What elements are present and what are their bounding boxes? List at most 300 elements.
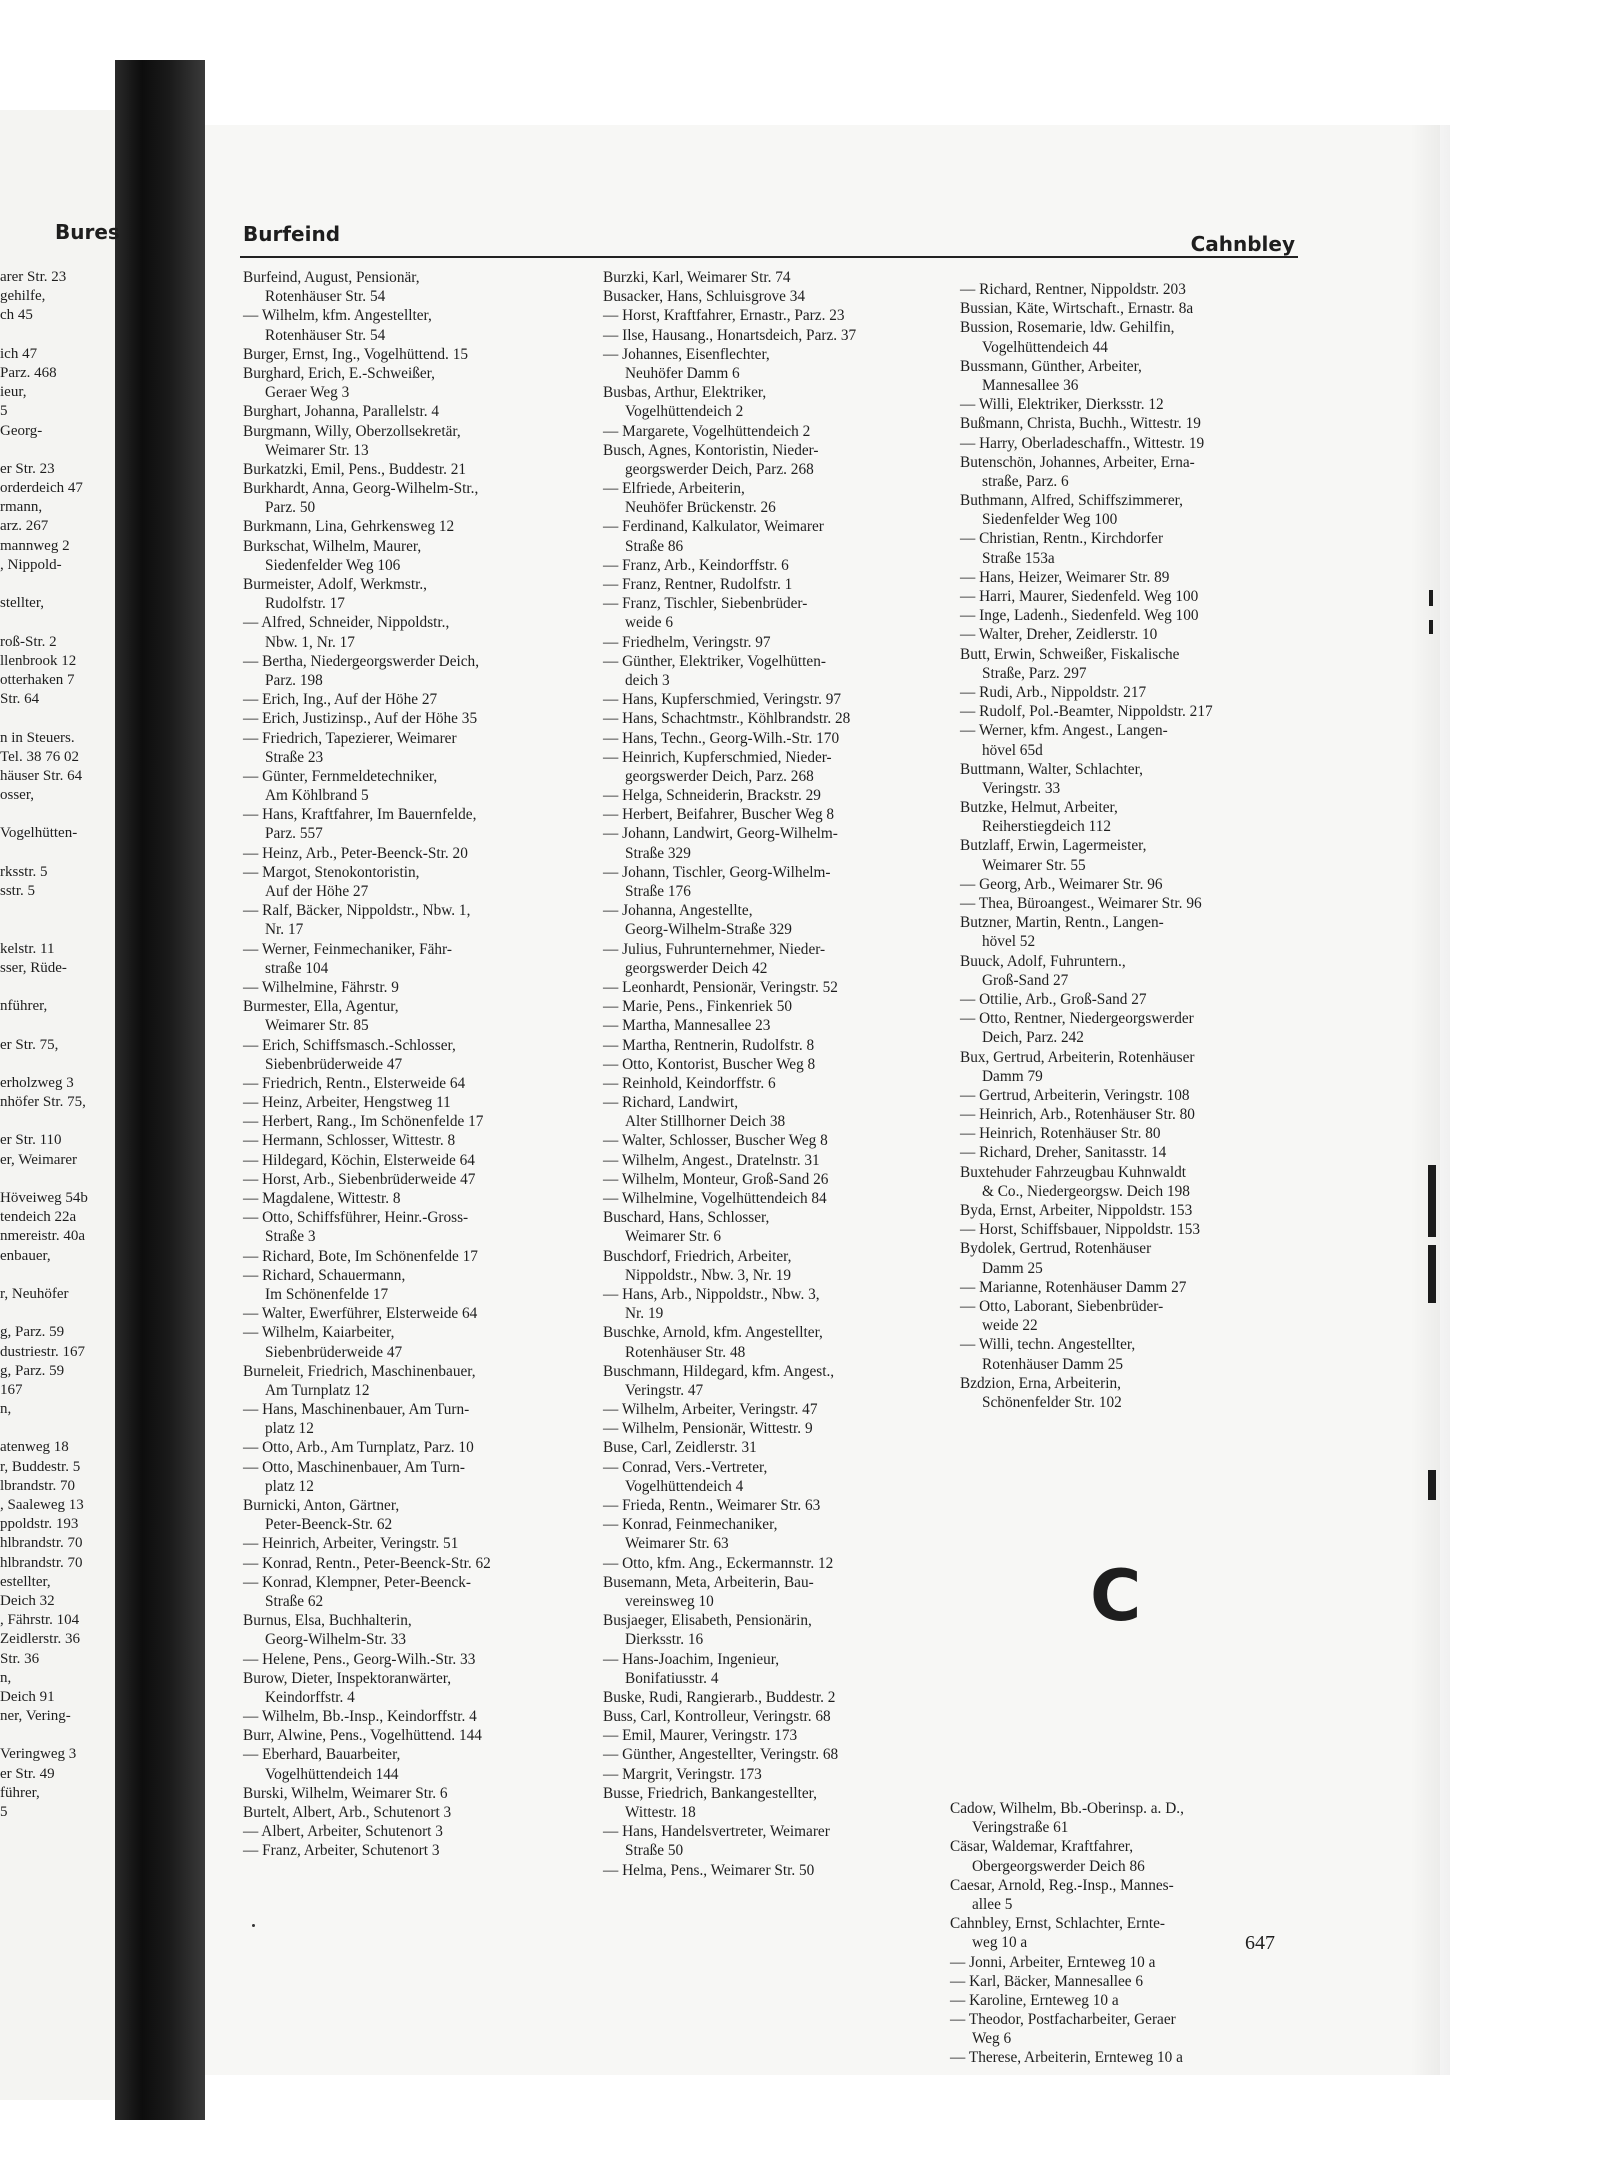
entry-line: Buss, Carl, Kontrolleur, Veringstr. 68 — [603, 1708, 831, 1726]
entry-line: — Wilhelm, kfm. Angestellter, — [243, 307, 432, 325]
entry-line: — Hans, Handelsvertreter, Weimarer — [603, 1823, 830, 1841]
text-fragment: arz. 267 — [0, 518, 49, 535]
entry-line: — Horst, Kraftfahrer, Ernastr., Parz. 23 — [603, 307, 845, 325]
entry-line: — Harry, Oberladeschaffn., Wittestr. 19 — [960, 434, 1205, 452]
entry-line: georgswerder Deich, Parz. 268 — [625, 767, 814, 785]
entry-line: — Margarete, Vogelhüttendeich 2 — [603, 422, 811, 440]
entry-line: — Otto, Schiffsführer, Heinr.-Gross- — [243, 1209, 469, 1227]
entry-line: — Wilhelm, Monteur, Groß-Sand 26 — [603, 1170, 829, 1188]
entry-line: platz 12 — [265, 1420, 314, 1438]
entry-line: — Thea, Büroangest., Weimarer Str. 96 — [960, 895, 1202, 912]
entry-line: — Heinrich, Arb., Rotenhäuser Str. 80 — [960, 1106, 1195, 1124]
text-fragment: r, Neuhöfer — [0, 1285, 69, 1302]
entry-line: Cäsar, Waldemar, Kraftfahrer, — [950, 1838, 1134, 1856]
entry-line: — Karl, Bäcker, Mannesallee 6 — [950, 1972, 1144, 1990]
entry-line: Burmeister, Adolf, Werkmstr., — [243, 576, 427, 593]
entry-line: Burghart, Johanna, Parallelstr. 4 — [243, 403, 439, 421]
entry-line: — Horst, Arb., Siebenbrüderweide 47 — [243, 1170, 476, 1188]
text-fragment: osser, — [0, 787, 34, 804]
entry-line: Bußmann, Christa, Buchh., Wittestr. 19 — [960, 415, 1201, 433]
entry-line: Weimarer Str. 6 — [625, 1228, 722, 1246]
entry-line: Bzdzion, Erna, Arbeiterin, — [960, 1374, 1121, 1392]
entry-line: — Heinrich, Rotenhäuser Str. 80 — [960, 1125, 1161, 1143]
entry-line: Deich, Parz. 242 — [982, 1029, 1084, 1047]
text-fragment — [0, 978, 118, 997]
entry-line: — Margot, Stenokontoristin, — [243, 863, 420, 881]
entry-line: Burtelt, Albert, Arb., Schutenort 3 — [243, 1804, 452, 1821]
text-fragment — [0, 1726, 118, 1745]
entry-line: Buschmann, Hildegard, kfm. Angest., — [603, 1362, 835, 1380]
entry-line: — Ottilie, Arb., Groß-Sand 27 — [960, 990, 1147, 1008]
entry-line: — Helma, Pens., Weimarer Str. 50 — [603, 1861, 815, 1879]
entry-line: georgswerder Deich 42 — [625, 959, 768, 977]
entry-line: — Frieda, Rentn., Weimarer Str. 63 — [603, 1497, 821, 1514]
entry-line: — Werner, Feinmechaniker, Fähr- — [243, 940, 452, 958]
header-first-entry: Burfeind — [243, 222, 341, 246]
entry-line: Geraer Weg 3 — [265, 384, 350, 402]
left-page-fragments — [0, 268, 118, 1822]
entry-line: Parz. 557 — [265, 825, 323, 843]
section-letter: C — [1090, 1555, 1142, 1637]
entry-line: — Friedrich, Tapezierer, Weimarer — [243, 729, 457, 747]
text-fragment: otterhaken 7 — [0, 671, 75, 688]
entry-line: — Hans, Schachtmstr., Köhlbrandstr. 28 — [603, 710, 851, 728]
entry-line: Straße 153a — [982, 549, 1055, 567]
entry-line: — Johann, Tischler, Georg-Wilhelm- — [603, 863, 831, 881]
entry-line: Straße, Parz. 297 — [982, 664, 1087, 682]
left-page-header: Bures — [55, 220, 120, 244]
entry-line: Burkatzki, Emil, Pens., Buddestr. 21 — [243, 460, 467, 478]
column-1 — [243, 268, 583, 1861]
text-fragment — [0, 613, 118, 632]
entry-line: Rotenhäuser Str. 54 — [265, 288, 386, 306]
entry-line: Buuck, Adolf, Fuhruntern., — [960, 952, 1126, 970]
entry-line: — Margrit, Veringstr. 173 — [603, 1765, 762, 1783]
entry-line: — Herbert, Beifahrer, Buscher Weg 8 — [603, 806, 835, 824]
entry-line: Weg 6 — [972, 2030, 1012, 2048]
column-2 — [603, 268, 953, 1880]
entry-line: — Albert, Arbeiter, Schutenort 3 — [243, 1823, 443, 1841]
entry-line: Buse, Carl, Zeidlerstr. 31 — [603, 1439, 757, 1457]
entry-line: Groß-Sand 27 — [982, 971, 1069, 989]
entry-line: Nr. 17 — [265, 921, 304, 939]
entry-line: — Conrad, Vers.-Vertreter, — [603, 1458, 768, 1476]
text-fragment: ich 47 — [0, 345, 38, 362]
text-fragment: Deich 91 — [0, 1688, 55, 1705]
entry-line: Burneleit, Friedrich, Maschinenbauer, — [243, 1362, 476, 1380]
entry-line: platz 12 — [265, 1477, 314, 1495]
text-fragment: sser, Rüde- — [0, 959, 67, 976]
entry-line: — Georg, Arb., Weimarer Str. 96 — [960, 875, 1163, 893]
entry-line: Vogelhüttendeich 144 — [265, 1765, 399, 1783]
text-fragment: ieur, — [0, 384, 27, 401]
text-fragment: häuser Str. 64 — [0, 767, 83, 784]
entry-line: Butzlaff, Erwin, Lagermeister, — [960, 837, 1147, 855]
entry-line: — Franz, Tischler, Siebenbrüder- — [603, 595, 808, 613]
text-fragment: hlbrandstr. 70 — [0, 1535, 83, 1552]
entry-line: — Friedhelm, Veringstr. 97 — [603, 633, 771, 651]
entry-line: Busch, Agnes, Kontoristin, Nieder- — [603, 441, 819, 459]
margin-mark — [1428, 1470, 1436, 1500]
entry-line: Buthmann, Alfred, Schiffszimmerer, — [960, 492, 1183, 510]
text-fragment: dustriestr. 167 — [0, 1343, 85, 1360]
margin-mark — [1428, 1165, 1436, 1237]
text-fragment: mannweg 2 — [0, 537, 70, 554]
text-fragment: gehilfe, — [0, 288, 46, 305]
entry-line: — Walter, Ewerführer, Elsterweide 64 — [243, 1305, 478, 1323]
entry-line: Veringstr. 33 — [982, 779, 1061, 797]
entry-line: weide 22 — [982, 1317, 1038, 1335]
entry-line: — Ferdinand, Kalkulator, Weimarer — [603, 518, 824, 536]
entry-line: Am Turnplatz 12 — [265, 1381, 370, 1399]
text-fragment: rksstr. 5 — [0, 863, 48, 880]
entry-line: Keindorffstr. 4 — [265, 1688, 355, 1706]
entry-line: — Marie, Pens., Finkenriek 50 — [603, 998, 793, 1016]
text-fragment: nführer, — [0, 998, 48, 1015]
entry-line: — Wilhelm, Kaiarbeiter, — [243, 1324, 395, 1342]
entry-line: Bussion, Rosemarie, ldw. Gehilfin, — [960, 319, 1175, 337]
text-fragment: Deich 32 — [0, 1592, 55, 1609]
text-fragment: er Str. 23 — [0, 460, 55, 477]
entry-line: Nippoldstr., Nbw. 3, Nr. 19 — [625, 1266, 792, 1284]
entry-line: — Hans, Kraftfahrer, Im Bauernfelde, — [243, 806, 477, 824]
entry-line: Cadow, Wilhelm, Bb.-Oberinsp. a. D., — [950, 1800, 1184, 1817]
text-fragment: ppoldstr. 193 — [0, 1516, 79, 1533]
margin-mark — [1429, 620, 1433, 634]
entry-line: — Franz, Arbeiter, Schutenort 3 — [243, 1842, 440, 1860]
entry-line: Damm 25 — [982, 1259, 1043, 1277]
entry-line: Busse, Friedrich, Bankangestellter, — [603, 1784, 817, 1802]
entry-line: Straße 23 — [265, 748, 324, 766]
entry-line: — Ilse, Hausang., Honartsdeich, Parz. 37 — [603, 326, 857, 344]
text-fragment: ch 45 — [0, 307, 33, 324]
entry-line: Wittestr. 18 — [625, 1804, 696, 1821]
text-fragment: kelstr. 11 — [0, 940, 55, 957]
text-fragment: 5 — [0, 1804, 8, 1820]
entry-line: Georg-Wilhelm-Str. 33 — [265, 1631, 407, 1649]
entry-line: Rotenhäuser Damm 25 — [982, 1355, 1124, 1373]
text-fragment: er, Weimarer — [0, 1151, 78, 1168]
entry-line: — Otto, kfm. Ang., Eckermannstr. 12 — [603, 1554, 834, 1572]
entry-line: Burnus, Elsa, Buchhalterin, — [243, 1612, 412, 1630]
entry-line: straße, Parz. 6 — [982, 472, 1069, 490]
text-fragment: Vogelhütten- — [0, 825, 78, 842]
entry-line: — Franz, Arb., Keindorffstr. 6 — [603, 556, 789, 574]
entry-line: & Co., Niedergeorgsw. Deich 198 — [982, 1182, 1190, 1200]
text-fragment: , Fährstr. 104 — [0, 1612, 80, 1629]
entry-line: — Johannes, Eisenflechter, — [603, 345, 770, 363]
entry-line: Cahnbley, Ernst, Schlachter, Ernte- — [950, 1915, 1166, 1933]
entry-line: Straße 50 — [625, 1842, 684, 1860]
text-fragment: n in Steuers. — [0, 729, 75, 746]
entry-line: — Willi, techn. Angestellter, — [960, 1336, 1136, 1354]
entry-line: — Rudolf, Pol.-Beamter, Nippoldstr. 217 — [960, 703, 1213, 721]
entry-line: Burgmann, Willy, Oberzollsekretär, — [243, 422, 461, 440]
entry-line: — Emil, Maurer, Veringstr. 173 — [603, 1727, 798, 1745]
entry-line: Mannesallee 36 — [982, 376, 1079, 394]
entry-line: Caesar, Arnold, Reg.-Insp., Mannes- — [950, 1876, 1174, 1894]
text-fragment: 167 — [0, 1381, 23, 1398]
book-spine — [115, 60, 205, 2120]
text-fragment: n, — [0, 1401, 12, 1418]
entry-line: hövel 65d — [982, 741, 1043, 759]
entry-line: — Friedrich, Rentn., Elsterweide 64 — [243, 1074, 466, 1092]
entry-line: Buttmann, Walter, Schlachter, — [960, 760, 1143, 778]
entry-line: Rotenhäuser Str. 54 — [265, 326, 386, 344]
entry-line: — Heinrich, Kupferschmied, Nieder- — [603, 748, 832, 766]
text-fragment: g, Parz. 59 — [0, 1362, 65, 1379]
entry-line: — Erich, Justizinsp., Auf der Höhe 35 — [243, 710, 478, 728]
entry-line: Am Köhlbrand 5 — [265, 787, 369, 805]
entry-line: Butzke, Helmut, Arbeiter, — [960, 799, 1118, 817]
entry-line: Burmester, Ella, Agentur, — [243, 998, 399, 1016]
text-fragment: lbrandstr. 70 — [0, 1477, 75, 1494]
entry-line: Busacker, Hans, Schluisgrove 34 — [603, 288, 806, 306]
text-fragment: roß-Str. 2 — [0, 633, 57, 650]
entry-line: Straße 86 — [625, 537, 684, 555]
entry-line: — Wilhelmine, Fährstr. 9 — [243, 978, 399, 996]
header-last-entry: Cahnbley — [1190, 232, 1295, 256]
entry-line: — Hans-Joachim, Ingenieur, — [603, 1650, 780, 1668]
text-fragment — [0, 901, 118, 920]
text-fragment: erholzweg 3 — [0, 1074, 74, 1091]
entry-line: — Martha, Rentnerin, Rudolfstr. 8 — [603, 1036, 815, 1054]
text-fragment: Parz. 468 — [0, 364, 57, 381]
text-fragment: , Saaleweg 13 — [0, 1497, 84, 1513]
entry-line: Burnicki, Anton, Gärtner, — [243, 1497, 400, 1514]
entry-line: Auf der Höhe 27 — [265, 883, 369, 900]
entry-line: — Eberhard, Bauarbeiter, — [243, 1746, 401, 1764]
entry-line: — Walter, Dreher, Zeidlerstr. 10 — [960, 626, 1158, 644]
entry-line: Veringstraße 61 — [972, 1819, 1069, 1837]
entry-line: Veringstr. 47 — [625, 1381, 704, 1399]
text-fragment: sstr. 5 — [0, 883, 36, 899]
entry-line: Nbw. 1, Nr. 17 — [265, 633, 355, 651]
text-fragment: orderdeich 47 — [0, 480, 83, 497]
entry-line: Burfeind, August, Pensionär, — [243, 269, 420, 286]
entry-line: — Wilhelmine, Vogelhüttendeich 84 — [603, 1190, 827, 1207]
entry-line: — Leonhardt, Pensionär, Veringstr. 52 — [603, 978, 838, 996]
text-fragment: 5 — [0, 403, 8, 420]
entry-line: — Otto, Kontorist, Buscher Weg 8 — [603, 1055, 816, 1073]
entry-line: Butt, Erwin, Schweißer, Fiskalische — [960, 645, 1180, 663]
entry-line: Bux, Gertrud, Arbeiterin, Rotenhäuser — [960, 1048, 1195, 1066]
entry-line: Burkschat, Wilhelm, Maurer, — [243, 537, 422, 555]
text-fragment — [0, 1419, 118, 1438]
text-fragment: rmann, — [0, 499, 43, 516]
entry-line: — Wilhelm, Angest., Dratelnstr. 31 — [603, 1151, 820, 1169]
text-fragment: g, Parz. 59 — [0, 1324, 65, 1341]
entry-line: — Otto, Rentner, Niedergeorgswerder — [960, 1010, 1194, 1028]
entry-line: allee 5 — [972, 1895, 1013, 1913]
entry-line: Siebenbrüderweide 47 — [265, 1343, 403, 1361]
entry-line: — Johanna, Angestellte, — [603, 902, 753, 920]
entry-line: — Gertrud, Arbeiterin, Veringstr. 108 — [960, 1086, 1190, 1104]
entry-line: Vogelhüttendeich 4 — [625, 1477, 744, 1495]
entry-line: Buxtehuder Fahrzeugbau Kuhnwaldt — [960, 1163, 1186, 1181]
entry-line: Weimarer Str. 13 — [265, 441, 369, 459]
entry-line: — Walter, Schlosser, Buscher Weg 8 — [603, 1132, 828, 1150]
text-fragment: er Str. 75, — [0, 1036, 59, 1053]
entry-line: — Heinz, Arbeiter, Hengstweg 11 — [243, 1094, 451, 1112]
text-fragment: atenweg 18 — [0, 1439, 69, 1456]
entry-line: — Günther, Angestellter, Veringstr. 68 — [603, 1746, 839, 1764]
entry-line: Im Schönenfelde 17 — [265, 1285, 389, 1303]
entry-line: — Helene, Pens., Georg-Wilh.-Str. 33 — [243, 1650, 476, 1668]
text-fragment — [0, 441, 118, 460]
entry-line: vereinsweg 10 — [625, 1592, 714, 1610]
entry-line: — Julius, Fuhrunternehmer, Nieder- — [603, 940, 826, 958]
text-fragment — [0, 709, 118, 728]
entry-line: — Inge, Ladenh., Siedenfeld. Weg 100 — [960, 607, 1199, 625]
margin-mark — [1429, 590, 1433, 606]
entry-line: Byda, Ernst, Arbeiter, Nippoldstr. 153 — [960, 1202, 1193, 1219]
entry-line: — Hans, Techn., Georg-Wilh.-Str. 170 — [603, 729, 840, 747]
entry-line: Bonifatiusstr. 4 — [625, 1669, 719, 1687]
entry-line: — Richard, Landwirt, — [603, 1094, 739, 1112]
entry-line: — Martha, Mannesallee 23 — [603, 1017, 771, 1035]
page-edge-shadow — [1410, 125, 1450, 2075]
entry-line: — Helga, Schneiderin, Brackstr. 29 — [603, 787, 821, 805]
entry-line: Reiherstiegdeich 112 — [982, 818, 1111, 836]
entry-line: — Otto, Laborant, Siebenbrüder- — [960, 1297, 1164, 1315]
entry-line: — Konrad, Rentn., Peter-Beenck-Str. 62 — [243, 1554, 491, 1572]
entry-line: Burger, Ernst, Ing., Vogelhüttend. 15 — [243, 345, 469, 363]
entry-line: Georg-Wilhelm-Straße 329 — [625, 921, 792, 939]
entry-line: — Erich, Schiffsmasch.-Schlosser, — [243, 1036, 456, 1054]
entry-line: Butenschön, Johannes, Arbeiter, Erna- — [960, 453, 1195, 471]
text-fragment: tendeich 22a — [0, 1209, 77, 1226]
entry-line: — Hans, Heizer, Weimarer Str. 89 — [960, 568, 1170, 586]
entry-line: — Horst, Schiffsbauer, Nippoldstr. 153 — [960, 1221, 1201, 1239]
entry-line: Burzki, Karl, Weimarer Str. 74 — [603, 269, 791, 286]
text-fragment: Str. 64 — [0, 691, 40, 708]
entry-line: Straße 329 — [625, 844, 691, 862]
entry-line: georgswerder Deich, Parz. 268 — [625, 460, 814, 478]
text-fragment — [0, 1112, 118, 1131]
entry-line: — Herbert, Rang., Im Schönenfelde 17 — [243, 1113, 484, 1131]
entry-line: Weimarer Str. 55 — [982, 856, 1086, 874]
entry-line: — Richard, Schauermann, — [243, 1266, 406, 1284]
entry-line: Siedenfelder Weg 106 — [265, 556, 401, 574]
entry-line: Buschard, Hans, Schlosser, — [603, 1209, 770, 1227]
text-fragment: nhöfer Str. 75, — [0, 1094, 86, 1111]
text-fragment — [0, 1266, 118, 1285]
text-fragment: llenbrook 12 — [0, 652, 77, 669]
entry-line: Siedenfelder Weg 100 — [982, 511, 1118, 529]
entry-line: — Harri, Maurer, Siedenfeld. Weg 100 — [960, 588, 1199, 605]
text-fragment — [0, 1016, 118, 1035]
entry-line: Burkhardt, Anna, Georg-Wilhelm-Str., — [243, 480, 479, 498]
entry-line: — Heinz, Arb., Peter-Beenck-Str. 20 — [243, 844, 468, 862]
entry-line: — Marianne, Rotenhäuser Damm 27 — [960, 1278, 1187, 1296]
entry-line: — Hildegard, Köchin, Elsterweide 64 — [243, 1151, 475, 1169]
entry-line: Straße 3 — [265, 1228, 316, 1246]
text-fragment — [0, 920, 118, 939]
entry-line: Weimarer Str. 85 — [265, 1017, 369, 1035]
text-fragment: er Str. 110 — [0, 1132, 62, 1149]
entry-line: Parz. 50 — [265, 499, 316, 517]
header-rule — [240, 256, 1298, 258]
entry-line: — Johann, Landwirt, Georg-Wilhelm- — [603, 825, 838, 843]
text-fragment — [0, 1304, 118, 1323]
text-fragment: ner, Vering- — [0, 1708, 71, 1725]
entry-line: Nr. 19 — [625, 1305, 664, 1323]
text-fragment: Höveiweg 54b — [0, 1190, 88, 1206]
text-fragment — [0, 844, 118, 863]
entry-line: Burghard, Erich, E.-Schweißer, — [243, 364, 435, 382]
entry-line: Vogelhüttendeich 2 — [625, 403, 744, 421]
entry-line: deich 3 — [625, 671, 670, 689]
text-fragment: estellter, — [0, 1573, 51, 1590]
entry-line: — Otto, Arb., Am Turnplatz, Parz. 10 — [243, 1439, 474, 1457]
text-fragment — [0, 805, 118, 824]
entry-line: — Heinrich, Arbeiter, Veringstr. 51 — [243, 1535, 459, 1553]
text-fragment: , Nippold- — [0, 556, 62, 573]
entry-line: — Richard, Bote, Im Schönenfelde 17 — [243, 1247, 478, 1265]
entry-line: Burow, Dieter, Inspektoranwärter, — [243, 1669, 452, 1687]
entry-line: Siebenbrüderweide 47 — [265, 1055, 403, 1073]
entry-line: Straße 176 — [625, 883, 691, 900]
entry-line: Dierksstr. 16 — [625, 1631, 704, 1649]
entry-line: hövel 52 — [982, 933, 1036, 951]
entry-line: — Karoline, Ernteweg 10 a — [950, 1991, 1119, 2009]
entry-line: — Wilhelm, Pensionär, Wittestr. 9 — [603, 1420, 813, 1438]
entry-line: Obergeorgswerder Deich 86 — [972, 1857, 1145, 1875]
text-fragment: führer, — [0, 1784, 40, 1801]
text-fragment: nmereistr. 40a — [0, 1228, 85, 1245]
entry-line: — Reinhold, Keindorffstr. 6 — [603, 1074, 776, 1092]
entry-line: — Alfred, Schneider, Nippoldstr., — [243, 614, 450, 632]
entry-line: Buschdorf, Friedrich, Arbeiter, — [603, 1247, 792, 1265]
entry-line: Weimarer Str. 63 — [625, 1535, 729, 1553]
column-3 — [960, 280, 1300, 1412]
entry-line: — Jonni, Arbeiter, Ernteweg 10 a — [950, 1953, 1156, 1971]
entry-line: — Hans, Kupferschmied, Veringstr. 97 — [603, 691, 842, 709]
entry-line: — Konrad, Feinmechaniker, — [603, 1516, 778, 1534]
entry-line: Damm 79 — [982, 1067, 1043, 1085]
entry-line: — Konrad, Klempner, Peter-Beenck- — [243, 1573, 472, 1591]
entry-line: Burkmann, Lina, Gehrkensweg 12 — [243, 518, 455, 536]
column-4 — [950, 1799, 1290, 2068]
text-fragment: er Str. 49 — [0, 1765, 55, 1782]
entry-line: — Hermann, Schlosser, Wittestr. 8 — [243, 1132, 456, 1150]
text-fragment: arer Str. 23 — [0, 269, 67, 285]
entry-line: Butzner, Martin, Rentn., Langen- — [960, 914, 1164, 932]
entry-line: Straße 62 — [265, 1592, 324, 1610]
entry-line: Vogelhüttendeich 44 — [982, 338, 1108, 356]
margin-mark — [1428, 1245, 1436, 1303]
entry-line: Alter Stillhorner Deich 38 — [625, 1113, 786, 1131]
entry-line: — Günter, Fernmeldetechniker, — [243, 767, 438, 785]
text-fragment — [0, 575, 118, 594]
text-fragment: hlbrandstr. 70 — [0, 1554, 83, 1571]
ink-dot — [252, 1924, 255, 1927]
entry-line: Neuhöfer Brückenstr. 26 — [625, 499, 776, 517]
text-fragment: Veringweg 3 — [0, 1746, 77, 1763]
text-fragment — [0, 1170, 118, 1189]
entry-line: — Werner, kfm. Angest., Langen- — [960, 722, 1168, 740]
text-fragment: stellter, — [0, 595, 44, 612]
entry-line: — Christian, Rentn., Kirchdorfer — [960, 530, 1164, 548]
entry-line: — Therese, Arbeiterin, Ernteweg 10 a — [950, 2049, 1183, 2067]
entry-line: Bussian, Käte, Wirtschaft., Ernastr. 8a — [960, 300, 1194, 318]
entry-line: — Ralf, Bäcker, Nippoldstr., Nbw. 1, — [243, 902, 471, 920]
entry-line: Burr, Alwine, Pens., Vogelhüttend. 144 — [243, 1727, 482, 1745]
entry-line: — Hans, Arb., Nippoldstr., Nbw. 3, — [603, 1285, 820, 1303]
entry-line: — Elfriede, Arbeiterin, — [603, 480, 745, 498]
entry-line: — Willi, Elektriker, Dierksstr. 12 — [960, 396, 1164, 414]
